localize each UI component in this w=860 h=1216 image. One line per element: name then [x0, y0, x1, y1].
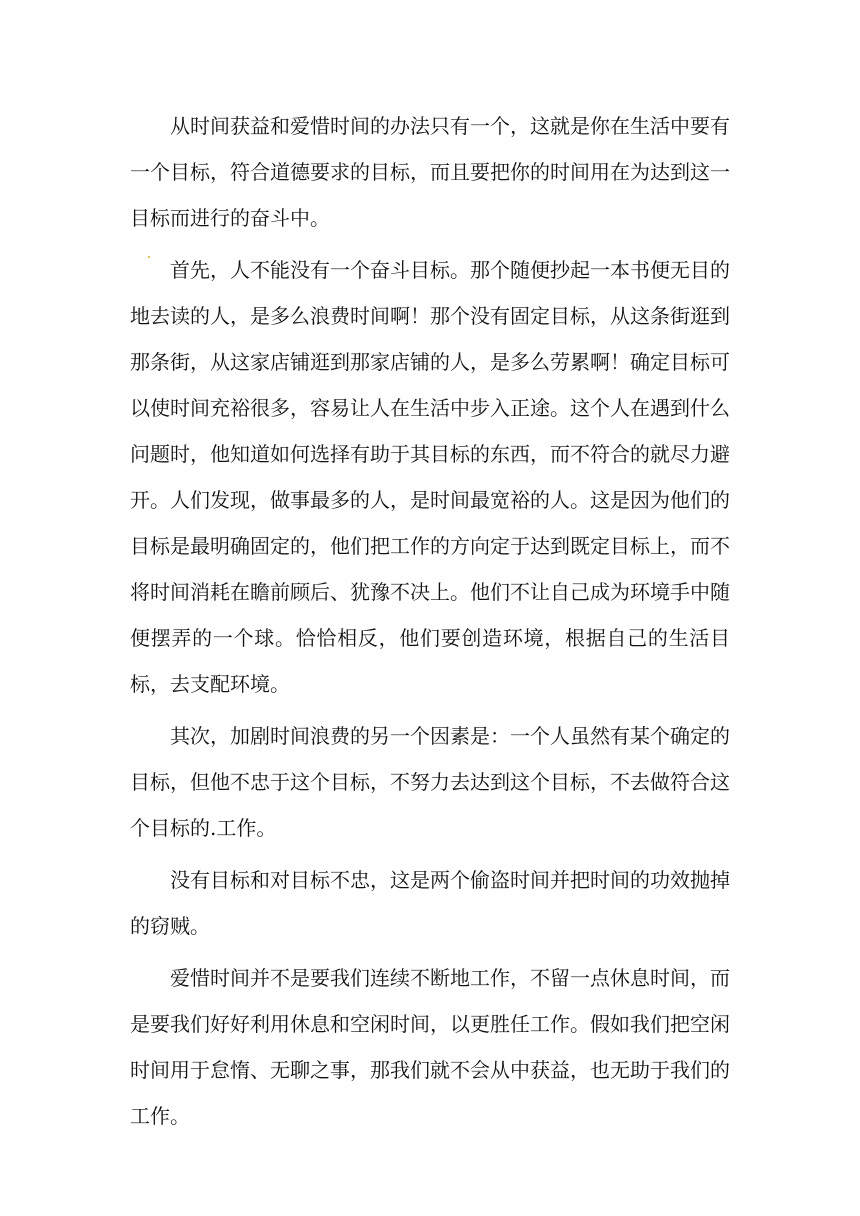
- paragraph-4: 没有目标和对目标不忠，这是两个偷盗时间并把时间的功效抛掉的窃贼。: [130, 868, 730, 938]
- paragraph-2: 首先，人不能没有一个奋斗目标。那个随便抄起一本书便无目的地去读的人，是多么浪费时间啊！那个没有固定目标，从这条街逛到那条街，从这家店铺逛到那家店铺的人，是多么劳累啊！确定目标可以使时间充裕很多，容易让人在生活中步入正途。这个人在遇到什么问题时，他知道如何选择有助于其目标的东西，而不符合的就尽力避开。人们发现，做事最多的人，是时间最宽裕的人。这是因为他们的目标是最明确固定的，他们把工作的方向定于达到既定目标上，而不将时间消耗在瞻前顾后、犹豫不决上。他们不让自己成为环境手中随便摆弄的一个球。恰恰相反，他们要创造环境，根据自己的生活目标，去支配环境。: [130, 258, 730, 696]
- paragraph-3: 其次，加剧时间浪费的另一个因素是：一个人虽然有某个确定的目标，但他不忠于这个目标，不努力去达到这个目标，不去做符合这个目标的.工作。: [130, 724, 730, 840]
- paragraph-1: 从时间获益和爱惜时间的办法只有一个，这就是你在生活中要有一个目标，符合道德要求的目标，而且要把你的时间用在为达到这一目标而进行的奋斗中。: [130, 114, 730, 230]
- paragraph-5: 爱惜时间并不是要我们连续不断地工作，不留一点休息时间，而是要我们好好利用休息和空闲时间，以更胜任工作。假如我们把空闲时间用于怠惰、无聊之事，那我们就不会从中获益，也无助于我们的工作。: [130, 966, 730, 1128]
- document-body: [130, 103, 730, 1139]
